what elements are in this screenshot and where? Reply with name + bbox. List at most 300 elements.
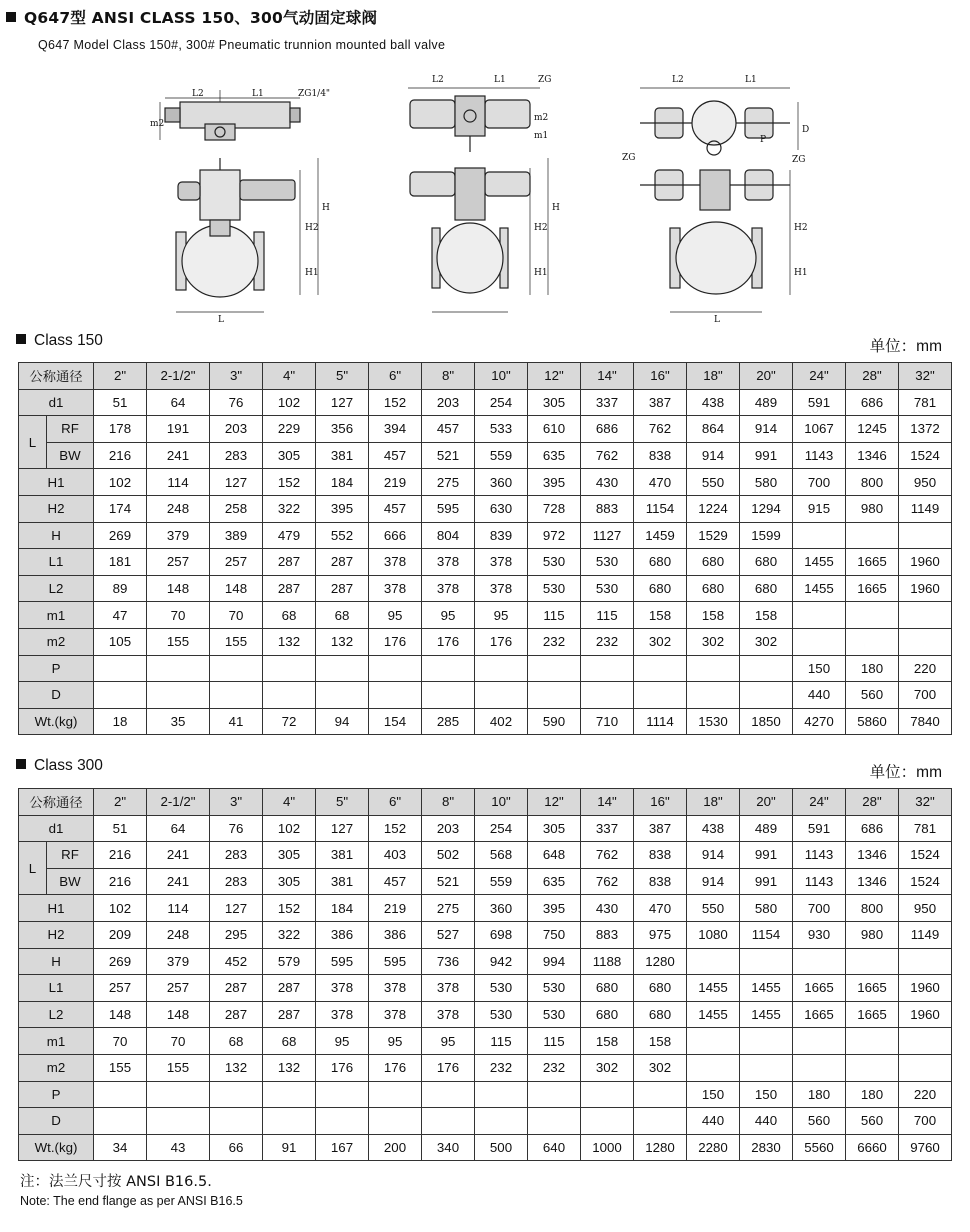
table-cell: 804	[422, 522, 475, 549]
table-cell: 680	[581, 1001, 634, 1028]
section-title-class150: Class 150	[16, 332, 103, 350]
table-cell: 991	[740, 868, 793, 895]
table-cell: 736	[422, 948, 475, 975]
table-cell: 176	[369, 628, 422, 655]
table-cell: 560	[793, 1108, 846, 1135]
svg-text:m2: m2	[150, 119, 165, 129]
table-cell: 395	[528, 895, 581, 922]
table-cell: 1346	[846, 868, 899, 895]
table-cell: 283	[210, 442, 263, 469]
table-cell: 452	[210, 948, 263, 975]
table-cell: 440	[793, 682, 846, 709]
row-label: H1	[19, 469, 94, 496]
table-cell: 360	[475, 895, 528, 922]
table-cell: 248	[147, 495, 210, 522]
table-row	[19, 628, 952, 655]
row-label: RF	[47, 842, 94, 869]
table-cell: 155	[147, 1054, 210, 1081]
row-label: L1	[19, 549, 94, 576]
table-cell: 530	[581, 549, 634, 576]
header-size-cell: 14"	[581, 363, 634, 390]
table-cell	[687, 948, 740, 975]
table-cell: 89	[94, 575, 147, 602]
table-cell: 800	[846, 895, 899, 922]
table-cell	[740, 655, 793, 682]
table-cell: 95	[316, 1028, 369, 1055]
table-cell: 64	[147, 389, 210, 416]
table-cell	[846, 602, 899, 629]
table-cell: 241	[147, 442, 210, 469]
table-row	[19, 1081, 952, 1108]
table-cell: 595	[369, 948, 422, 975]
table-cell: 68	[316, 602, 369, 629]
table-cell: 200	[369, 1134, 422, 1161]
table-cell: 5560	[793, 1134, 846, 1161]
header-size-cell: 4"	[263, 789, 316, 816]
table-cell: 595	[316, 948, 369, 975]
table-cell: 591	[793, 815, 846, 842]
table-cell	[581, 1108, 634, 1135]
header-size-cell: 8"	[422, 363, 475, 390]
table-cell: 283	[210, 868, 263, 895]
table-cell: 680	[687, 549, 740, 576]
header-size-cell: 24"	[793, 363, 846, 390]
table-cell: 127	[210, 469, 263, 496]
table-cell: 95	[422, 1028, 475, 1055]
table-cell: 181	[94, 549, 147, 576]
header-nominal-size: 公称通径	[19, 789, 94, 816]
table-cell: 232	[528, 1054, 581, 1081]
table-cell: 232	[475, 1054, 528, 1081]
table-row	[19, 602, 952, 629]
table-cell: 302	[687, 628, 740, 655]
header-size-cell: 18"	[687, 363, 740, 390]
table-row	[19, 549, 952, 576]
svg-text:D: D	[802, 125, 810, 135]
table-cell	[528, 1108, 581, 1135]
table-cell	[94, 682, 147, 709]
table-cell: 942	[475, 948, 528, 975]
svg-text:H2: H2	[794, 223, 808, 233]
table-cell: 457	[422, 416, 475, 443]
table-cell	[210, 1081, 263, 1108]
table-row	[19, 442, 952, 469]
table-cell	[846, 1028, 899, 1055]
table-cell	[899, 1054, 952, 1081]
table-cell: 386	[369, 921, 422, 948]
table-cell: 150	[687, 1081, 740, 1108]
table-cell: 216	[94, 442, 147, 469]
page-title-text: Q647型 ANSI CLASS 150、300气动固定球阀	[24, 9, 378, 27]
table-cell: 322	[263, 921, 316, 948]
table-cell: 378	[422, 575, 475, 602]
table-cell: 980	[846, 495, 899, 522]
table-cell: 220	[899, 1081, 952, 1108]
table-cell: 379	[147, 522, 210, 549]
table-cell: 430	[581, 895, 634, 922]
table-cell	[793, 522, 846, 549]
table-cell: 700	[899, 1108, 952, 1135]
table-row	[19, 948, 952, 975]
table-cell: 1067	[793, 416, 846, 443]
table-cell: 178	[94, 416, 147, 443]
table-cell: 1455	[687, 1001, 740, 1028]
table-cell: 283	[210, 842, 263, 869]
table-cell: 220	[899, 655, 952, 682]
table-cell: 378	[475, 549, 528, 576]
table-cell: 1459	[634, 522, 687, 549]
table-cell: 72	[263, 708, 316, 735]
row-group-label-L: L	[19, 842, 47, 895]
table-cell: 114	[147, 469, 210, 496]
table-cell: 580	[740, 895, 793, 922]
table-cell: 1280	[634, 948, 687, 975]
table-cell: 680	[740, 575, 793, 602]
table-cell: 728	[528, 495, 581, 522]
table-cell	[846, 628, 899, 655]
table-cell: 167	[316, 1134, 369, 1161]
header-size-cell: 5"	[316, 789, 369, 816]
row-label: m1	[19, 1028, 94, 1055]
table-cell	[846, 522, 899, 549]
spec-table-class150	[18, 362, 952, 735]
table-cell	[581, 1081, 634, 1108]
row-label: L1	[19, 975, 94, 1002]
table-cell	[634, 682, 687, 709]
table-cell: 762	[581, 442, 634, 469]
table-cell: 1599	[740, 522, 793, 549]
header-size-cell: 8"	[422, 789, 475, 816]
table-row	[19, 495, 952, 522]
table-cell	[846, 948, 899, 975]
table-cell: 257	[94, 975, 147, 1002]
table-cell: 710	[581, 708, 634, 735]
table-cell: 521	[422, 442, 475, 469]
table-cell: 70	[94, 1028, 147, 1055]
table-cell: 560	[846, 682, 899, 709]
row-label: L2	[19, 575, 94, 602]
table-cell: 395	[316, 495, 369, 522]
table-cell: 630	[475, 495, 528, 522]
table-cell: 95	[369, 602, 422, 629]
table-cell: 150	[740, 1081, 793, 1108]
table-cell: 68	[263, 1028, 316, 1055]
table-cell: 378	[422, 1001, 475, 1028]
table-cell: 530	[528, 549, 581, 576]
svg-text:L1: L1	[494, 75, 506, 85]
table-row	[19, 921, 952, 948]
table-row	[19, 416, 952, 443]
table-cell: 275	[422, 469, 475, 496]
table-cell	[316, 1081, 369, 1108]
table-cell: 580	[740, 469, 793, 496]
table-cell	[793, 1028, 846, 1055]
table-cell: 132	[263, 1054, 316, 1081]
table-cell: 174	[94, 495, 147, 522]
table-cell	[634, 1108, 687, 1135]
table-cell: 530	[581, 575, 634, 602]
table-cell: 1224	[687, 495, 740, 522]
table-cell: 295	[210, 921, 263, 948]
row-label: H	[19, 948, 94, 975]
table-cell: 440	[687, 1108, 740, 1135]
table-cell	[369, 1108, 422, 1135]
table-cell: 7840	[899, 708, 952, 735]
drawing-view-2	[408, 88, 548, 312]
svg-text:ZG: ZG	[792, 155, 806, 165]
row-label: m2	[19, 628, 94, 655]
table-cell: 248	[147, 921, 210, 948]
table-cell: 914	[687, 868, 740, 895]
table-cell: 152	[263, 895, 316, 922]
table-cell: 800	[846, 469, 899, 496]
table-cell: 1524	[899, 868, 952, 895]
table-cell: 115	[528, 1028, 581, 1055]
table-cell: 302	[740, 628, 793, 655]
table-cell: 991	[740, 442, 793, 469]
table-row	[19, 469, 952, 496]
table-cell: 176	[316, 1054, 369, 1081]
table-cell	[740, 948, 793, 975]
table-cell	[793, 948, 846, 975]
table-cell: 132	[316, 628, 369, 655]
table-cell	[422, 655, 475, 682]
section-title-class300: Class 300	[16, 757, 103, 775]
table-cell: 559	[475, 442, 528, 469]
table-cell: 680	[740, 549, 793, 576]
table-cell: 994	[528, 948, 581, 975]
table-cell: 1143	[793, 442, 846, 469]
row-label: Wt.(kg)	[19, 708, 94, 735]
table-cell: 470	[634, 469, 687, 496]
table-cell	[899, 948, 952, 975]
table-cell: 287	[263, 1001, 316, 1028]
table-cell: 340	[422, 1134, 475, 1161]
table-cell: 132	[210, 1054, 263, 1081]
table-cell	[846, 1054, 899, 1081]
table-cell: 95	[422, 602, 475, 629]
table-cell: 530	[528, 1001, 581, 1028]
table-cell: 2830	[740, 1134, 793, 1161]
svg-text:L: L	[714, 315, 720, 325]
row-label: L2	[19, 1001, 94, 1028]
table-cell: 115	[581, 602, 634, 629]
table-cell: 102	[94, 469, 147, 496]
table-cell: 203	[210, 416, 263, 443]
bullet-square-icon	[6, 12, 16, 22]
table-cell: 95	[369, 1028, 422, 1055]
table-cell: 700	[899, 682, 952, 709]
unit-label-class300: 单位：mm	[869, 764, 942, 781]
header-size-cell: 2-1/2"	[147, 789, 210, 816]
table-cell: 1524	[899, 442, 952, 469]
table-cell	[263, 1081, 316, 1108]
table-cell: 1665	[793, 1001, 846, 1028]
table-cell: 216	[94, 842, 147, 869]
table-cell: 232	[528, 628, 581, 655]
row-label: d1	[19, 389, 94, 416]
table-cell: 150	[793, 655, 846, 682]
svg-text:L: L	[218, 315, 224, 325]
table-row	[19, 1028, 952, 1055]
table-cell: 148	[94, 1001, 147, 1028]
table-cell: 915	[793, 495, 846, 522]
table-cell: 1960	[899, 549, 952, 576]
table-cell: 127	[316, 389, 369, 416]
table-cell: 883	[581, 921, 634, 948]
table-cell: 1524	[899, 842, 952, 869]
svg-text:H2: H2	[305, 223, 319, 233]
header-size-cell: 16"	[634, 789, 687, 816]
table-cell: 360	[475, 469, 528, 496]
table-cell: 568	[475, 842, 528, 869]
table-cell: 148	[147, 1001, 210, 1028]
table-cell: 158	[687, 602, 740, 629]
table-cell: 287	[263, 975, 316, 1002]
table-cell: 550	[687, 469, 740, 496]
table-cell	[899, 602, 952, 629]
row-label: H	[19, 522, 94, 549]
table-cell: 550	[687, 895, 740, 922]
table-cell: 950	[899, 469, 952, 496]
header-size-cell: 32"	[899, 363, 952, 390]
header-size-cell: 4"	[263, 363, 316, 390]
table-cell: 378	[475, 575, 528, 602]
table-cell	[581, 682, 634, 709]
table-cell: 680	[634, 549, 687, 576]
row-label: d1	[19, 815, 94, 842]
table-row	[19, 842, 952, 869]
table-cell: 1143	[793, 868, 846, 895]
table-cell	[528, 655, 581, 682]
table-cell: 560	[846, 1108, 899, 1135]
header-size-cell: 20"	[740, 789, 793, 816]
table-cell	[528, 1081, 581, 1108]
table-cell: 1455	[740, 975, 793, 1002]
table-cell: 152	[369, 815, 422, 842]
table-cell: 114	[147, 895, 210, 922]
svg-text:ZG1/4": ZG1/4"	[298, 89, 331, 99]
table-cell: 1665	[846, 975, 899, 1002]
table-cell: 152	[369, 389, 422, 416]
table-cell: 219	[369, 895, 422, 922]
table-header-row	[19, 789, 952, 816]
header-size-cell: 18"	[687, 789, 740, 816]
table-cell: 287	[316, 575, 369, 602]
table-cell	[94, 1108, 147, 1135]
table-row	[19, 682, 952, 709]
table-cell: 241	[147, 868, 210, 895]
table-cell: 930	[793, 921, 846, 948]
table-cell: 680	[581, 975, 634, 1002]
table-cell: 972	[528, 522, 581, 549]
row-label: D	[19, 682, 94, 709]
table-cell	[740, 1054, 793, 1081]
table-cell: 527	[422, 921, 475, 948]
table-cell: 1455	[687, 975, 740, 1002]
table-cell: 68	[210, 1028, 263, 1055]
table-cell: 1143	[793, 842, 846, 869]
row-label: H1	[19, 895, 94, 922]
table-cell: 47	[94, 602, 147, 629]
table-cell: 378	[369, 1001, 422, 1028]
table-cell: 257	[147, 975, 210, 1002]
table-cell: 76	[210, 389, 263, 416]
svg-text:H2: H2	[534, 223, 548, 233]
table-cell: 203	[422, 389, 475, 416]
table-cell: 489	[740, 815, 793, 842]
table-cell: 1960	[899, 975, 952, 1002]
table-cell: 389	[210, 522, 263, 549]
table-cell	[147, 1081, 210, 1108]
svg-text:H1: H1	[794, 268, 808, 278]
header-size-cell: 3"	[210, 789, 263, 816]
table-cell: 530	[475, 1001, 528, 1028]
table-cell: 680	[687, 575, 740, 602]
table-cell: 269	[94, 522, 147, 549]
table-cell: 1529	[687, 522, 740, 549]
header-size-cell: 14"	[581, 789, 634, 816]
table-cell	[94, 1081, 147, 1108]
table-cell	[369, 1081, 422, 1108]
table-cell: 91	[263, 1134, 316, 1161]
svg-text:L1: L1	[252, 89, 264, 99]
row-label: Wt.(kg)	[19, 1134, 94, 1161]
table-cell: 257	[147, 549, 210, 576]
header-size-cell: 28"	[846, 363, 899, 390]
table-cell: 102	[263, 815, 316, 842]
table-cell	[687, 1028, 740, 1055]
table-cell: 4270	[793, 708, 846, 735]
table-cell: 322	[263, 495, 316, 522]
table-cell: 595	[422, 495, 475, 522]
table-cell: 1530	[687, 708, 740, 735]
table-cell: 590	[528, 708, 581, 735]
table-cell: 378	[369, 549, 422, 576]
note-english: Note: The end flange as per ANSI B16.5	[20, 1194, 243, 1208]
table-cell: 1455	[793, 549, 846, 576]
table-cell: 305	[263, 442, 316, 469]
table-cell	[528, 682, 581, 709]
svg-text:L2: L2	[432, 75, 444, 85]
table-cell: 864	[687, 416, 740, 443]
table-cell: 378	[422, 975, 475, 1002]
svg-text:L1: L1	[745, 75, 757, 85]
table-cell: 180	[846, 655, 899, 682]
table-cell: 762	[581, 842, 634, 869]
table-cell: 1245	[846, 416, 899, 443]
row-label: m1	[19, 602, 94, 629]
table-cell	[147, 1108, 210, 1135]
table-cell: 387	[634, 389, 687, 416]
svg-text:ZG: ZG	[622, 153, 636, 163]
table-cell: 500	[475, 1134, 528, 1161]
table-cell: 1455	[793, 575, 846, 602]
drawing-view-1	[160, 90, 318, 312]
table-cell: 285	[422, 708, 475, 735]
table-cell: 254	[475, 389, 528, 416]
table-cell: 980	[846, 921, 899, 948]
table-cell: 302	[581, 1054, 634, 1081]
table-cell: 457	[369, 495, 422, 522]
header-size-cell: 32"	[899, 789, 952, 816]
table-cell: 1127	[581, 522, 634, 549]
table-cell: 152	[263, 469, 316, 496]
table-cell	[422, 1108, 475, 1135]
table-cell: 700	[793, 895, 846, 922]
table-cell: 1149	[899, 495, 952, 522]
bullet-square-icon	[16, 759, 26, 769]
